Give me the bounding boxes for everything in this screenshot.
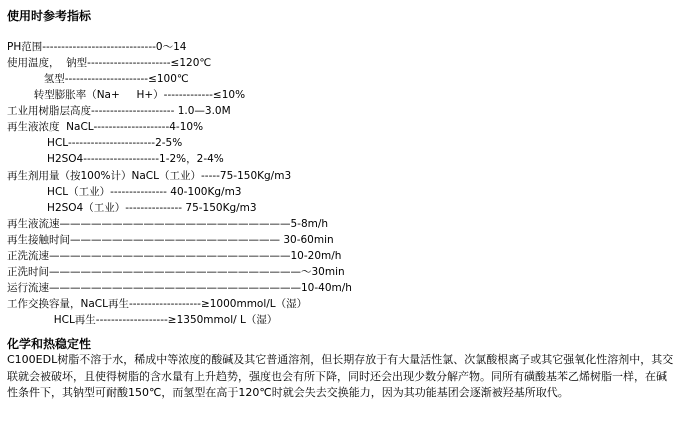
stability-heading: 化学和热稳定性 bbox=[7, 337, 92, 351]
usage-heading: 使用时参考指标 bbox=[7, 9, 92, 23]
spec-row-regen-conc-h2so4: H2SO4--------------------1-2%，2-4% bbox=[7, 153, 224, 165]
stability-paragraph: C100EDL树脂不溶于水，稀成中等浓度的酸碱及其它普通溶剂，但长期存放于有大量活性氯、次氯酸根离子或其它强氧化性溶剂中，其交联就会被破坏，且使得树脂的含水量有上升趋势，强度也会有所下降，同时还会出现少数分解产物。同所有磺酸基苯乙烯树脂一样，在碱性条件下，其钠型可耐酸150℃，而氢型在高于120℃时就会失去交换能力，因为其功能基团会逐渐被羟基所取代。 bbox=[7, 353, 674, 399]
spec-row-ph-range: PH范围------------------------------0～14 bbox=[7, 41, 187, 53]
spec-row-temp-hydrogen: 氢型----------------------≤100℃ bbox=[7, 73, 189, 85]
spec-row-temp-sodium: 使用温度， 钠型----------------------≤120℃ bbox=[7, 57, 212, 69]
spec-row-regen-conc-nacl: 再生液浓度 NaCL--------------------4-10% bbox=[7, 121, 204, 133]
spec-row-regen-dose-hcl: HCL（工业）--------------- 40-100Kg/m3 bbox=[7, 186, 242, 198]
spec-row-rinse-time: 正洗时间————————————————————————～30min bbox=[7, 266, 345, 278]
spec-row-regen-dose-nacl: 再生剂用量（按100%计）NaCL（工业）-----75-150Kg/m3 bbox=[7, 170, 292, 182]
spec-row-rinse-flow: 正洗流速———————————————————————10-20m/h bbox=[7, 250, 342, 262]
spec-row-swelling: 转型膨胀率（Na+ H+）-------------≤10% bbox=[7, 89, 246, 101]
spec-row-contact-time: 再生接触时间———————————————————— 30-60min bbox=[7, 234, 334, 246]
spec-row-capacity-hcl: HCL再生-------------------≥1350mmol/ L（湿） bbox=[7, 314, 278, 326]
spec-row-regen-flow: 再生液流速——————————————————————5-8m/h bbox=[7, 218, 329, 230]
spec-row-service-flow: 运行流速————————————————————————10-40m/h bbox=[7, 282, 352, 294]
spec-row-regen-dose-h2so4: H2SO4（工业）--------------- 75-150Kg/m3 bbox=[7, 202, 257, 214]
spec-row-regen-conc-hcl: HCL-----------------------2-5% bbox=[7, 137, 183, 149]
spec-row-bed-height: 工业用树脂层高度---------------------- 1.0—3.0M bbox=[7, 105, 231, 117]
spec-row-capacity-nacl: 工作交换容量，NaCL再生-------------------≥1000mmol/L（湿） bbox=[7, 298, 308, 310]
